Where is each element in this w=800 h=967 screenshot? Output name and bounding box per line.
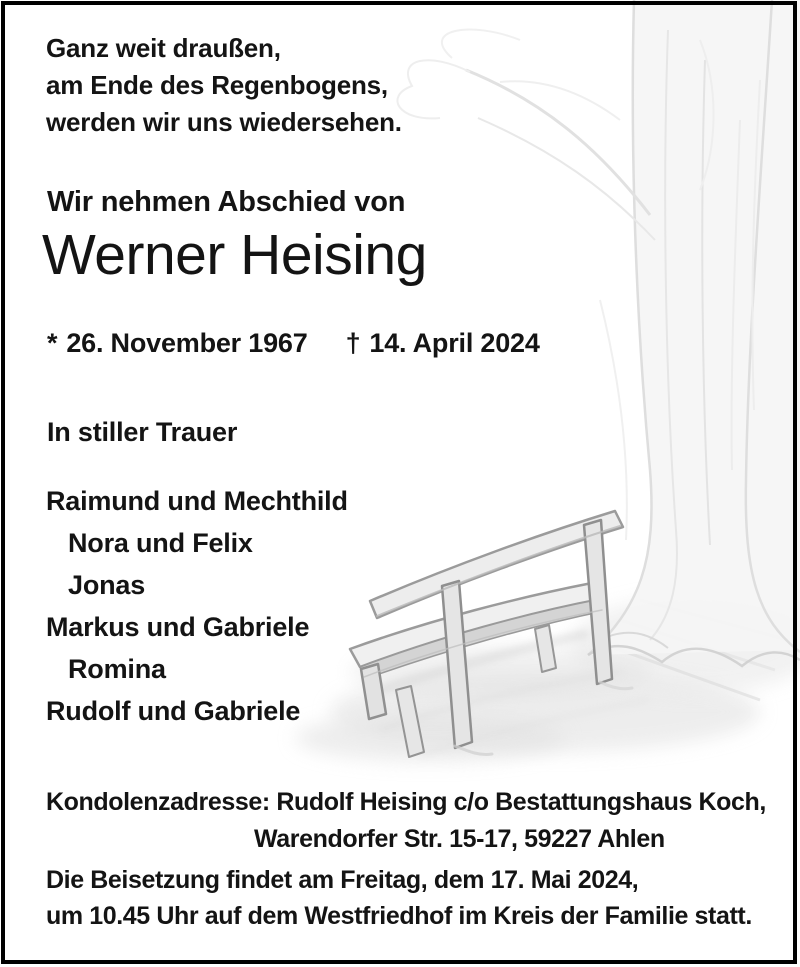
mourner-name: Jonas — [68, 570, 146, 600]
death-date-text: 14. April 2024 — [369, 328, 540, 358]
mourner-name: Markus und Gabriele — [46, 612, 310, 642]
birth-date-text: 26. November 1967 — [66, 328, 308, 358]
farewell-intro: Wir nehmen Abschied von — [47, 186, 406, 218]
birth-star-symbol: * — [47, 328, 58, 358]
verse-line: werden wir uns wiedersehen. — [46, 107, 402, 137]
mourner-name: Rudolf und Gabriele — [46, 696, 301, 726]
death-cross-symbol: † — [345, 328, 361, 358]
funeral-line: um 10.45 Uhr auf dem Westfriedhof im Kreis der Familie statt. — [46, 902, 752, 930]
death-date — [346, 328, 540, 358]
funeral-line: Die Beisetzung findet am Freitag, dem 17. Mai 2024, — [46, 866, 639, 894]
funeral-info — [46, 862, 752, 934]
verse-line: am Ende des Regenbogens, — [46, 70, 388, 100]
opening-verse — [46, 30, 402, 141]
verse-line: Ganz weit draußen, — [46, 33, 281, 63]
mourner-name: Nora und Felix — [68, 528, 253, 558]
condolence-address — [46, 784, 766, 858]
life-dates — [47, 328, 540, 359]
mourner-name: Romina — [68, 654, 166, 684]
condolence-line: Kondolenzadresse: Rudolf Heising c/o Bestattungshaus Koch, — [46, 788, 766, 816]
mourning-heading: In stiller Trauer — [47, 417, 238, 447]
mourners-list — [46, 480, 348, 732]
deceased-name: Werner Heising — [42, 223, 427, 287]
mourner-name: Raimund und Mechthild — [46, 486, 348, 516]
birth-date — [47, 328, 308, 358]
condolence-line: Warendorfer Str. 15-17, 59227 Ahlen — [254, 825, 665, 853]
